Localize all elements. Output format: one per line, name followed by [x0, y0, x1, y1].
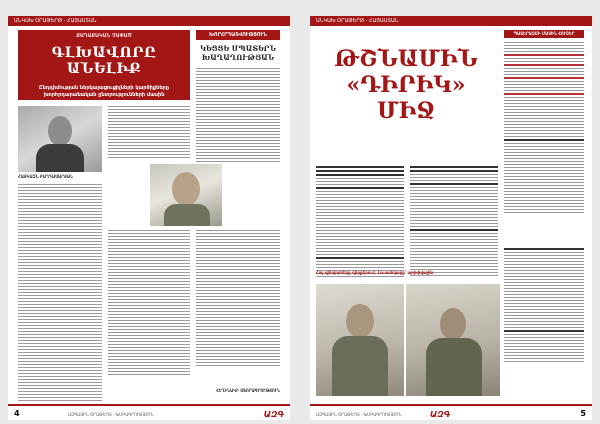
portrait-head-shape: [48, 116, 72, 146]
right-narrow-column: [504, 248, 584, 364]
right-photo-caption: Հայ զինվորները դիրքերում. Լուսանկարը՝ արխիվային: [316, 270, 433, 275]
right-header-text: ԱՆԿԱԽ ՕՐԱԹԵՐԹ · ՀԱՅԱՍՏԱՆ: [316, 18, 399, 24]
right-headline: [316, 46, 496, 124]
left-body-column-2b: [108, 230, 190, 377]
right-page: [310, 16, 592, 420]
left-header-band: [8, 16, 290, 26]
soldier-face-shape-1: [346, 304, 374, 338]
left-footer: [8, 404, 290, 420]
right-footer: [310, 404, 592, 420]
right-photo-2: [406, 284, 500, 396]
right-body-column-1: [316, 166, 404, 279]
left-sidebar-text: [196, 68, 280, 164]
soldier-face-shape: [172, 172, 200, 206]
left-page-number: 4: [14, 409, 20, 418]
left-logo: ԱԶԳ: [263, 410, 284, 419]
right-photo-1: [316, 284, 404, 396]
left-headline-block: [18, 30, 190, 100]
left-soldier-photo: [150, 164, 222, 226]
left-body-column-2: [108, 106, 190, 160]
left-author: ՀԵՂԻՆԱԿԻ ՍՏՈՐԱԳՐՈՒԹՅՈՒՆ: [216, 388, 280, 393]
left-subheadline: Ընդդիմության ներկայացուցիչների կարծիքները խորհրդարանական ընտրությունների մասին: [39, 85, 169, 98]
soldier-uniform-shape: [164, 204, 210, 226]
portrait-suit-shape: [36, 144, 84, 172]
right-box-title: ՊԱՏԵՐԱԶՄԻ ՄԱՍԻՆ ՀՈՒՇԵՐ: [504, 30, 584, 38]
right-body-column-2: [410, 166, 498, 278]
left-portrait-photo: [18, 106, 102, 172]
soldier-uniform-shape-2: [426, 338, 482, 396]
soldier-face-shape-2: [440, 308, 466, 340]
left-header-text: ԱՆԿԱԽ ՕՐԱԹԵՐԹ · ՀԱՅԱՍՏԱՆ: [14, 18, 97, 24]
soldier-uniform-shape-1: [332, 336, 388, 396]
right-page-number: 5: [580, 409, 586, 418]
left-sidebar-title: ԿԵՑՑԵ ՄՊԱՏԵՐՆ ԽԱՂԱՂՈՒԹՅԱՆ: [200, 44, 276, 62]
left-footer-text: ԱԶԳԱՅԻՆ ՕՐԱԹԵՐԹ · ԽՄԲԱԳՐՈՒԹՅՈՒՆ: [68, 412, 154, 417]
right-headline-line1: ԹՇՆԱՄԻՆ: [334, 46, 478, 72]
right-header-band: [310, 16, 592, 26]
left-body-column-1: [18, 184, 102, 403]
left-sidebar-text-lower: [196, 230, 280, 368]
left-section-label: ՔԱՂԱՔԱԿԱՆ ՉԱՓԱԾ: [76, 33, 132, 39]
left-photo-caption: ՀԱՅԿԱԶՆ ԲԱՂԴԱՍԱՐՅԱՆ: [18, 174, 73, 179]
right-logo: ԱԶԳ: [430, 410, 451, 419]
left-sidebar-kicker: ԽՈՐՀՐԴԱՏՎՈՒԹՅՈՒՆ: [196, 30, 280, 40]
right-headline-line2: «ԴԻՐԻԿ» ՄԻՋ: [346, 72, 466, 124]
left-page: [8, 16, 290, 420]
left-headline: ԳԼԽԱՎՈՐԸ ԱՆԵԼԻՔ: [51, 45, 157, 77]
right-box-text: [504, 42, 584, 215]
right-footer-text: ԱԶԳԱՅԻՆ ՕՐԱԹԵՐԹ · ԽՄԲԱԳՐՈՒԹՅՈՒՆ: [316, 412, 402, 417]
